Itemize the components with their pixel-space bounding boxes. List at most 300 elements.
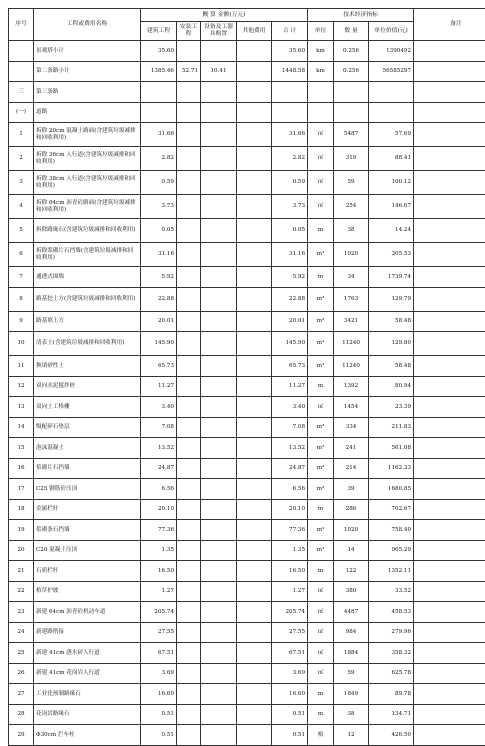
table-row [9, 171, 485, 195]
row-remarks [414, 219, 485, 243]
row-total: 16.60 [272, 684, 308, 705]
row-seq: 16 [9, 458, 34, 479]
row-construction: 77.36 [141, 520, 177, 541]
row-unit-value: 426.50 [369, 725, 414, 746]
row-equipment [201, 479, 237, 500]
row-unit: ㎡ [308, 622, 334, 643]
table-row [9, 243, 485, 267]
estimate-table [8, 8, 485, 746]
row-name: C25 钢筋砼压顶 [34, 479, 141, 500]
row-name: 拆除 64cm 沥青砼路面(含建筑垃圾减排和回收利用) [34, 195, 141, 219]
row-name: 石质栏杆 [34, 561, 141, 582]
row-seq: 6 [9, 243, 34, 267]
row-total: 27.55 [272, 622, 308, 643]
row-quantity: 4487 [334, 602, 369, 623]
row-name: 新建 41cm 花岗岩人行道 [34, 663, 141, 684]
row-remarks [414, 102, 485, 123]
row-installation [177, 684, 201, 705]
row-equipment [201, 171, 237, 195]
row-seq: 20 [9, 540, 34, 561]
row-quantity: 14 [334, 540, 369, 561]
row-quantity [334, 102, 369, 123]
row-quantity: 1454 [334, 397, 369, 418]
row-other [237, 458, 272, 479]
row-total: 35.60 [272, 41, 308, 62]
row-total: 3.73 [272, 195, 308, 219]
row-installation [177, 243, 201, 267]
row-equipment [201, 376, 237, 397]
row-total: 0.05 [272, 219, 308, 243]
row-unit-value: 1390492 [369, 41, 414, 62]
row-seq: 7 [9, 267, 34, 288]
row-remarks [414, 725, 485, 746]
row-seq: 9 [9, 311, 34, 332]
row-installation [177, 622, 201, 643]
header-construction: 建筑工程 [141, 22, 177, 41]
table-row [9, 356, 485, 377]
row-other [237, 287, 272, 311]
row-construction: 20.10 [141, 499, 177, 520]
row-other [237, 356, 272, 377]
row-unit: m³ [308, 332, 334, 356]
row-construction: 3.73 [141, 195, 177, 219]
row-unit: ㎡ [308, 147, 334, 171]
table-row [9, 219, 485, 243]
row-unit-value: 100.12 [369, 171, 414, 195]
row-equipment [201, 123, 237, 147]
row-other [237, 171, 272, 195]
table-row [9, 41, 485, 62]
row-remarks [414, 123, 485, 147]
row-quantity: 0.256 [334, 61, 369, 82]
row-equipment [201, 540, 237, 561]
row-remarks [414, 581, 485, 602]
row-installation [177, 725, 201, 746]
row-quantity [334, 82, 369, 103]
row-seq: 1 [9, 123, 34, 147]
table-row [9, 622, 485, 643]
row-name: 拆除 20cm 混凝土路面(含建筑垃圾减排和回收利用) [34, 123, 141, 147]
row-unit-value: 134.71 [369, 704, 414, 725]
table-row [9, 499, 485, 520]
header-remarks: 备注 [414, 9, 485, 41]
row-quantity: 1884 [334, 643, 369, 664]
row-installation [177, 479, 201, 500]
row-total: 0.51 [272, 704, 308, 725]
row-unit: m³ [308, 417, 334, 438]
row-construction: 31.66 [141, 123, 177, 147]
row-installation [177, 123, 201, 147]
row-equipment [201, 520, 237, 541]
row-total: 20.10 [272, 499, 308, 520]
row-name: 道路 [34, 102, 141, 123]
row-equipment [201, 458, 237, 479]
row-unit-value: 33.52 [369, 581, 414, 602]
row-remarks [414, 61, 485, 82]
row-seq: 14 [9, 417, 34, 438]
row-seq: 21 [9, 561, 34, 582]
row-name: 级配碎石垫层 [34, 417, 141, 438]
row-remarks [414, 438, 485, 459]
row-unit: ㎡ [308, 397, 334, 418]
row-construction: 11.27 [141, 376, 177, 397]
row-other [237, 622, 272, 643]
row-equipment [201, 561, 237, 582]
row-unit-value: 279.96 [369, 622, 414, 643]
row-unit: m³ [308, 458, 334, 479]
row-total: 6.56 [272, 479, 308, 500]
row-unit-value [369, 82, 414, 103]
row-other [237, 663, 272, 684]
row-installation [177, 287, 201, 311]
row-seq: 27 [9, 684, 34, 705]
row-other [237, 123, 272, 147]
row-unit: ㎡ [308, 171, 334, 195]
row-total: 3.40 [272, 397, 308, 418]
row-unit: m [308, 684, 334, 705]
header-other: 其他费用 [237, 22, 272, 41]
header-name: 工程或费用名称 [34, 9, 141, 41]
row-unit-value: 965.29 [369, 540, 414, 561]
row-other [237, 520, 272, 541]
row-equipment [201, 243, 237, 267]
row-unit-value: 58.48 [369, 356, 414, 377]
header-total: 合 计 [272, 22, 308, 41]
row-construction: 3.69 [141, 663, 177, 684]
row-unit [308, 102, 334, 123]
table-row [9, 102, 485, 123]
row-construction [141, 82, 177, 103]
row-name: 工业化预制路缘石 [34, 684, 141, 705]
row-other [237, 479, 272, 500]
row-total: 13.52 [272, 438, 308, 459]
row-installation [177, 332, 201, 356]
row-name: 路基挖土方(含建筑垃圾减排和回收利用) [34, 287, 141, 311]
row-quantity: 59 [334, 171, 369, 195]
header-unit: 单位 [308, 22, 334, 41]
row-equipment [201, 438, 237, 459]
row-unit-value: 146.67 [369, 195, 414, 219]
row-construction: 35.60 [141, 41, 177, 62]
row-seq: 28 [9, 704, 34, 725]
row-name: 清表土(含建筑垃圾减排和回收利用) [34, 332, 141, 356]
row-equipment [201, 311, 237, 332]
row-installation [177, 356, 201, 377]
row-unit: m [308, 376, 334, 397]
row-remarks [414, 311, 485, 332]
row-remarks [414, 520, 485, 541]
row-remarks [414, 195, 485, 219]
row-unit-value: 129.79 [369, 287, 414, 311]
row-installation [177, 195, 201, 219]
row-installation [177, 643, 201, 664]
row-unit [308, 82, 334, 103]
row-quantity: 214 [334, 458, 369, 479]
row-quantity: 1020 [334, 243, 369, 267]
row-installation [177, 581, 201, 602]
row-installation [177, 602, 201, 623]
row-unit-value: 88.41 [369, 147, 414, 171]
row-name: 拆除路缘石(含建筑垃圾减排和回收利用) [34, 219, 141, 243]
row-name: 双向水泥搅拌桩 [34, 376, 141, 397]
row-name: 泡沫混凝土 [34, 438, 141, 459]
row-remarks [414, 332, 485, 356]
row-unit-value: 57.69 [369, 123, 414, 147]
row-unit-value: 1162.33 [369, 458, 414, 479]
row-seq: 25 [9, 643, 34, 664]
row-installation [177, 41, 201, 62]
row-name: 植草护坡 [34, 581, 141, 602]
row-other [237, 499, 272, 520]
row-quantity: 39 [334, 479, 369, 500]
row-construction: 24.87 [141, 458, 177, 479]
row-name: 新建 64cm 沥青砼机动车道 [34, 602, 141, 623]
row-unit-value: 58.48 [369, 311, 414, 332]
row-installation [177, 267, 201, 288]
table-row [9, 540, 485, 561]
row-installation [177, 438, 201, 459]
row-total: 7.08 [272, 417, 308, 438]
row-unit-value: 211.83 [369, 417, 414, 438]
row-equipment [201, 219, 237, 243]
row-installation [177, 102, 201, 123]
row-unit-value: 1352.11 [369, 561, 414, 582]
row-quantity: 34 [334, 267, 369, 288]
row-unit-value: 458.53 [369, 602, 414, 623]
row-quantity: 38 [334, 219, 369, 243]
row-construction: 16.50 [141, 561, 177, 582]
row-remarks [414, 356, 485, 377]
row-quantity: 1763 [334, 287, 369, 311]
table-row [9, 561, 485, 582]
row-remarks [414, 376, 485, 397]
row-name: 浆砌条石挡墙 [34, 520, 141, 541]
header-estimate-group: 概 算 金额(万元) [141, 9, 308, 22]
row-name: 第三条路 [34, 82, 141, 103]
row-quantity: 1392 [334, 376, 369, 397]
row-construction: 20.01 [141, 311, 177, 332]
row-other [237, 147, 272, 171]
row-equipment [201, 356, 237, 377]
row-name: 换填砂性土 [34, 356, 141, 377]
row-total: 22.88 [272, 287, 308, 311]
row-equipment [201, 684, 237, 705]
row-unit: ㎡ [308, 643, 334, 664]
row-construction: 0.59 [141, 171, 177, 195]
row-other [237, 195, 272, 219]
table-row [9, 725, 485, 746]
table-row [9, 479, 485, 500]
row-quantity: 3421 [334, 311, 369, 332]
row-installation [177, 82, 201, 103]
row-quantity: 0.256 [334, 41, 369, 62]
row-name: Φ30cm 拦车柱 [34, 725, 141, 746]
row-unit-value: 129.80 [369, 332, 414, 356]
row-unit: km [308, 61, 334, 82]
row-total: 77.36 [272, 520, 308, 541]
row-seq: 8 [9, 287, 34, 311]
row-construction: 2.82 [141, 147, 177, 171]
row-quantity: 5487 [334, 123, 369, 147]
row-total: 2.82 [272, 147, 308, 171]
row-installation [177, 417, 201, 438]
row-seq: (一) [9, 102, 34, 123]
row-installation [177, 499, 201, 520]
header-equipment: 设备及工器具购置 [201, 22, 237, 41]
row-construction: 16.60 [141, 684, 177, 705]
row-name: 双向土工格栅 [34, 397, 141, 418]
table-body [9, 41, 485, 746]
row-total [272, 82, 308, 103]
row-seq: 18 [9, 499, 34, 520]
row-other [237, 82, 272, 103]
row-installation [177, 171, 201, 195]
header-quantity: 数 量 [334, 22, 369, 41]
row-unit: m³ [308, 356, 334, 377]
row-total: 11.27 [272, 376, 308, 397]
row-quantity: 59 [334, 663, 369, 684]
row-other [237, 438, 272, 459]
row-construction: 6.56 [141, 479, 177, 500]
header-installation: 安装工程 [177, 22, 201, 41]
row-equipment [201, 417, 237, 438]
row-unit: ㎡ [308, 602, 334, 623]
row-construction: 1.35 [141, 540, 177, 561]
row-name: 路基填土方 [34, 311, 141, 332]
table-row [9, 520, 485, 541]
row-name: 拆除 36cm 人行道(含建筑垃圾减排和回收利用) [34, 147, 141, 171]
row-installation: 52.71 [177, 61, 201, 82]
row-total: 5.92 [272, 267, 308, 288]
row-other [237, 102, 272, 123]
row-installation [177, 704, 201, 725]
row-quantity: 319 [334, 147, 369, 171]
row-quantity: 1020 [334, 520, 369, 541]
table-row [9, 704, 485, 725]
row-remarks [414, 499, 485, 520]
row-other [237, 311, 272, 332]
row-installation [177, 520, 201, 541]
row-unit: m [308, 267, 334, 288]
row-construction: 0.51 [141, 704, 177, 725]
row-construction: 205.74 [141, 602, 177, 623]
row-construction [141, 102, 177, 123]
row-seq: 10 [9, 332, 34, 356]
row-unit-value: 358.32 [369, 643, 414, 664]
row-seq: 19 [9, 520, 34, 541]
row-other [237, 643, 272, 664]
row-equipment [201, 622, 237, 643]
row-remarks [414, 561, 485, 582]
row-other [237, 417, 272, 438]
row-quantity: 12 [334, 725, 369, 746]
row-unit-value: 23.39 [369, 397, 414, 418]
row-equipment [201, 581, 237, 602]
row-total: 67.51 [272, 643, 308, 664]
row-equipment [201, 287, 237, 311]
row-seq [9, 41, 34, 62]
row-name: 金属栏杆 [34, 499, 141, 520]
row-unit-value: 702.67 [369, 499, 414, 520]
row-unit-value: 625.78 [369, 663, 414, 684]
row-seq: 15 [9, 438, 34, 459]
row-total: 145.90 [272, 332, 308, 356]
row-construction: 1.27 [141, 581, 177, 602]
row-name: 景观塔小计 [34, 41, 141, 62]
header-unit-value: 单位价值(元) [369, 22, 414, 41]
row-remarks [414, 267, 485, 288]
row-total: 65.73 [272, 356, 308, 377]
row-total: 20.01 [272, 311, 308, 332]
row-other [237, 540, 272, 561]
row-equipment [201, 643, 237, 664]
row-quantity: 241 [334, 438, 369, 459]
table-row [9, 61, 485, 82]
row-unit: m [308, 704, 334, 725]
row-total: 1448.58 [272, 61, 308, 82]
row-installation [177, 397, 201, 418]
row-seq: 29 [9, 725, 34, 746]
row-equipment [201, 102, 237, 123]
row-unit: km [308, 41, 334, 62]
row-name: 浆砌片石挡墙 [34, 458, 141, 479]
row-installation [177, 540, 201, 561]
table-row [9, 147, 485, 171]
row-remarks [414, 41, 485, 62]
row-quantity: 11240 [334, 332, 369, 356]
row-unit: m³ [308, 243, 334, 267]
row-unit-value: 14.24 [369, 219, 414, 243]
row-total: 16.50 [272, 561, 308, 582]
row-installation [177, 458, 201, 479]
row-remarks [414, 397, 485, 418]
table-row [9, 82, 485, 103]
row-unit: 根 [308, 725, 334, 746]
row-other [237, 267, 272, 288]
row-seq: 3 [9, 171, 34, 195]
row-equipment [201, 663, 237, 684]
row-quantity: 11240 [334, 356, 369, 377]
row-other [237, 219, 272, 243]
row-installation [177, 147, 201, 171]
row-quantity: 286 [334, 499, 369, 520]
row-seq: 5 [9, 219, 34, 243]
row-total: 1.27 [272, 581, 308, 602]
row-remarks [414, 540, 485, 561]
table-row [9, 663, 485, 684]
table-row [9, 123, 485, 147]
table-row [9, 311, 485, 332]
row-equipment [201, 602, 237, 623]
row-remarks [414, 622, 485, 643]
row-unit: ㎡ [308, 123, 334, 147]
row-unit-value: 561.08 [369, 438, 414, 459]
row-construction: 7.08 [141, 417, 177, 438]
row-equipment [201, 704, 237, 725]
row-other [237, 704, 272, 725]
row-construction: 0.51 [141, 725, 177, 746]
row-remarks [414, 147, 485, 171]
table-row [9, 397, 485, 418]
row-quantity: 1849 [334, 684, 369, 705]
row-unit: m³ [308, 311, 334, 332]
row-unit: m³ [308, 540, 334, 561]
row-unit: m [308, 561, 334, 582]
row-equipment [201, 41, 237, 62]
row-unit-value [369, 102, 414, 123]
row-seq: 4 [9, 195, 34, 219]
row-unit: m³ [308, 287, 334, 311]
